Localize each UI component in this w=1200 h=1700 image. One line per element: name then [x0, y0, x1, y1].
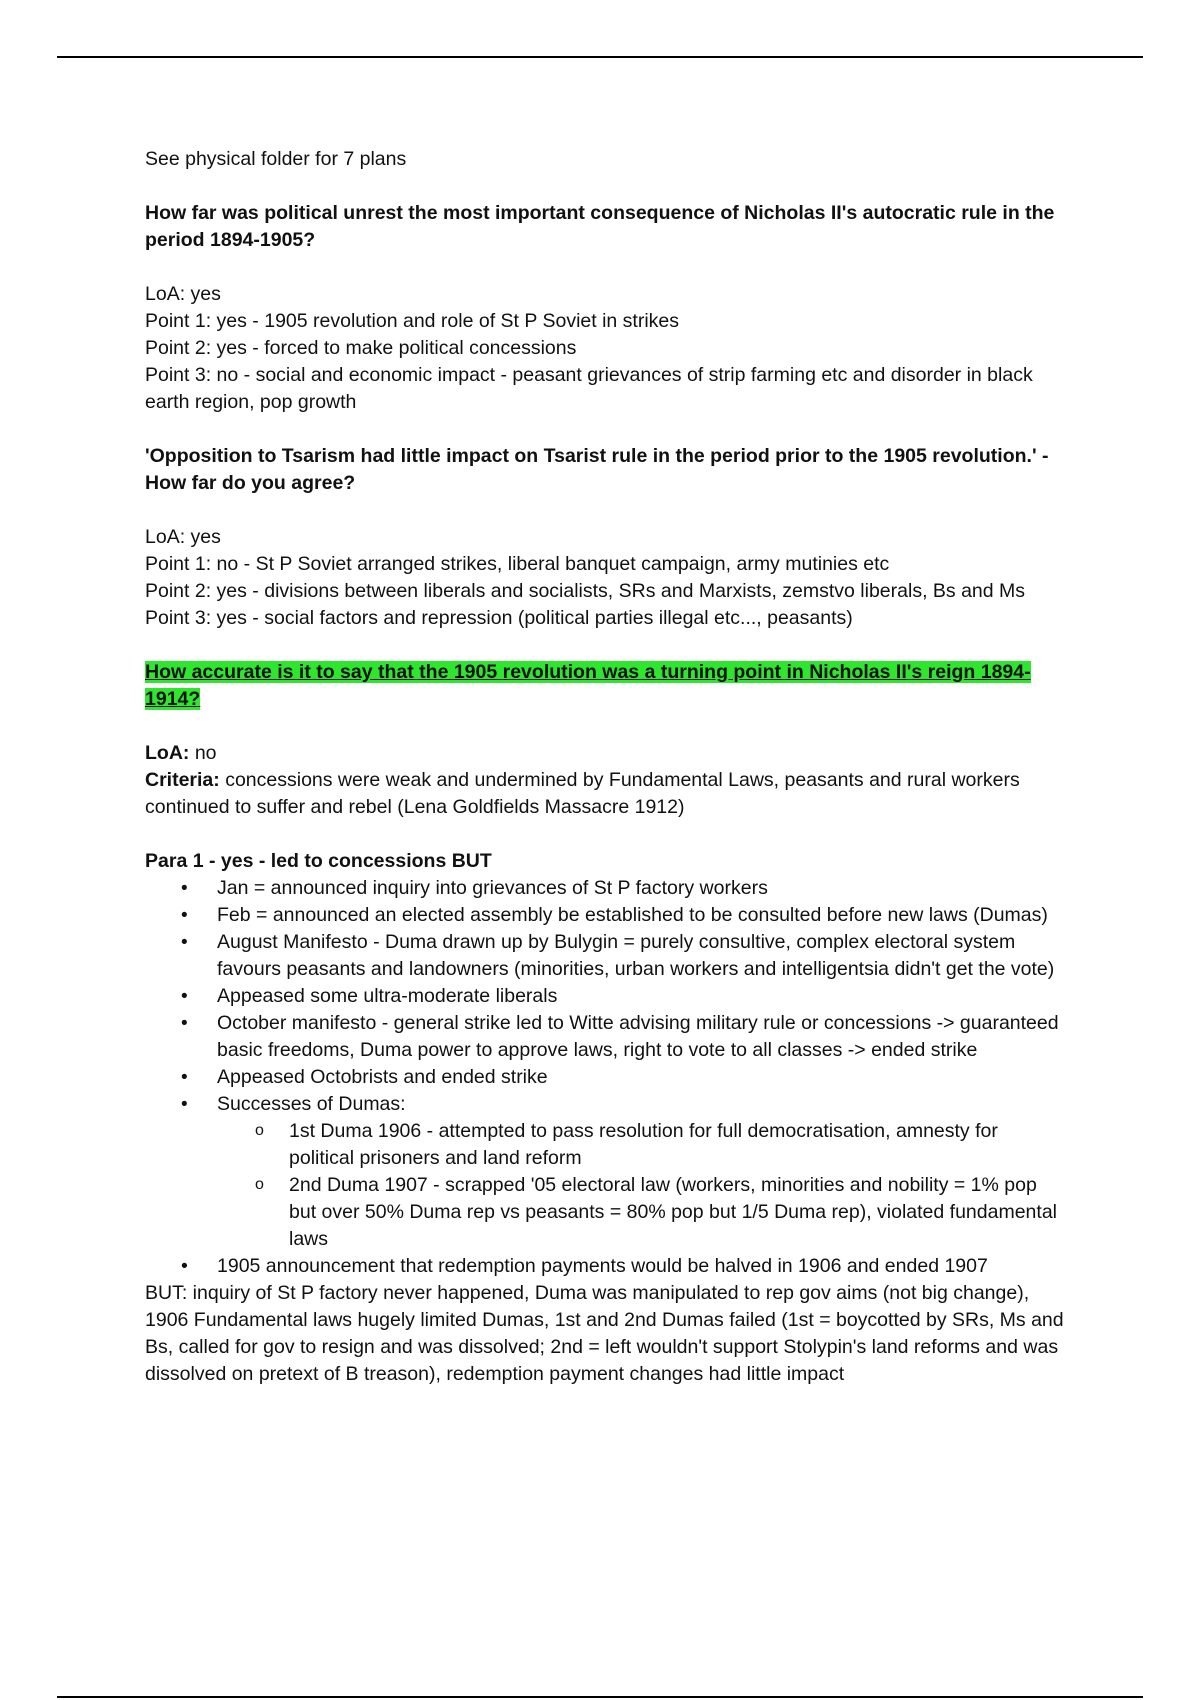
question-1-point: Point 3: no - social and economic impact - peasant grievances of strip farming etc and disorder in black earth region, pop growth — [145, 364, 1033, 413]
document-body — [145, 146, 1065, 1388]
header-rule — [57, 56, 1143, 58]
question-1-title: How far was political unrest the most important consequence of Nicholas II's autocratic rule in the period 1894-1905? — [145, 202, 1055, 251]
bullet-item: • Appeased some ultra-moderate liberals — [145, 983, 1065, 1010]
criteria-label: Criteria: — [145, 769, 220, 791]
question-2-point: Point 2: yes - divisions between liberals and socialists, SRs and Marxists, zemstvo liberals, Bs and Ms — [145, 580, 1026, 602]
bullet-item: • Appeased Octobrists and ended strike — [145, 1064, 1065, 1091]
loa-value: no — [189, 742, 217, 764]
question-1-point: Point 2: yes - forced to make political concessions — [145, 337, 577, 359]
bullet-item: • August Manifesto - Duma drawn up by Bulygin = purely consultive, complex electoral system favours peasants and landowners (minorities, urban workers and intelligentsia didn't get the vote) — [145, 929, 1065, 983]
intro-line: See physical folder for 7 plans — [145, 148, 407, 170]
sub-bullet-list — [217, 1118, 1065, 1253]
footer-rule — [57, 1696, 1143, 1698]
bullet-item-redemption: • 1905 announcement that redemption payments would be halved in 1906 and ended 1907 — [145, 1253, 1065, 1280]
sub-bullet-item: o 2nd Duma 1907 - scrapped '05 electoral law (workers, minorities and nobility = 1% pop but over 50% Duma rep vs peasants = 80% pop but 1/5 Duma rep), violated fundamental laws — [217, 1172, 1065, 1253]
loa-label: LoA: — [145, 742, 190, 764]
question-2-point: Point 3: yes - social factors and repression (political parties illegal etc..., peasants) — [145, 607, 853, 629]
bullet-item: • October manifesto - general strike led to Witte advising military rule or concessions -> guaranteed basic freedoms, Duma power to approve laws, right to vote to all classes -> ended strike — [145, 1010, 1065, 1064]
but-paragraph: BUT: inquiry of St P factory never happened, Duma was manipulated to rep gov aims (not big change), 1906 Fundamental laws hugely limited Dumas, 1st and 2nd Dumas failed (1st = boycotted by SRs, Ms and Bs, called for gov to resign and was dissolved; 2nd = left wouldn't support Stolypin's land reforms and was dissolved on pretext of B treason), redemption payment changes had little impact — [145, 1282, 1064, 1385]
bullet-item: • Jan = announced inquiry into grievances of St P factory workers — [145, 875, 1065, 902]
para-1-bullet-list — [145, 875, 1065, 1253]
bullet-item-dumas — [145, 1091, 1065, 1253]
question-2-loa: LoA: yes — [145, 526, 221, 548]
sub-bullet-item: o 1st Duma 1906 - attempted to pass resolution for full democratisation, amnesty for political prisoners and land reform — [217, 1118, 1065, 1172]
question-2-title: 'Opposition to Tsarism had little impact on Tsarist rule in the period prior to the 1905 revolution.' - How far do you agree? — [145, 445, 1049, 494]
criteria-value: concessions were weak and undermined by Fundamental Laws, peasants and rural workers continued to suffer and rebel (Lena Goldfields Massacre 1912) — [145, 769, 1020, 818]
question-2-point: Point 1: no - St P Soviet arranged strikes, liberal banquet campaign, army mutinies etc — [145, 553, 890, 575]
question-3-title: How accurate is it to say that the 1905 revolution was a turning point in Nicholas II's reign 1894-1914? — [145, 661, 1031, 710]
bullet-item-label: Successes of Dumas: — [217, 1093, 406, 1115]
question-1-loa: LoA: yes — [145, 283, 221, 305]
question-3-criteria — [145, 767, 1065, 821]
para-1-heading: Para 1 - yes - led to concessions BUT — [145, 850, 492, 872]
question-3-title-block — [145, 659, 1065, 713]
bullet-item: • Feb = announced an elected assembly be established to be consulted before new laws (Dumas) — [145, 902, 1065, 929]
question-3-loa — [145, 740, 1065, 767]
question-1-point: Point 1: yes - 1905 revolution and role of St P Soviet in strikes — [145, 310, 680, 332]
